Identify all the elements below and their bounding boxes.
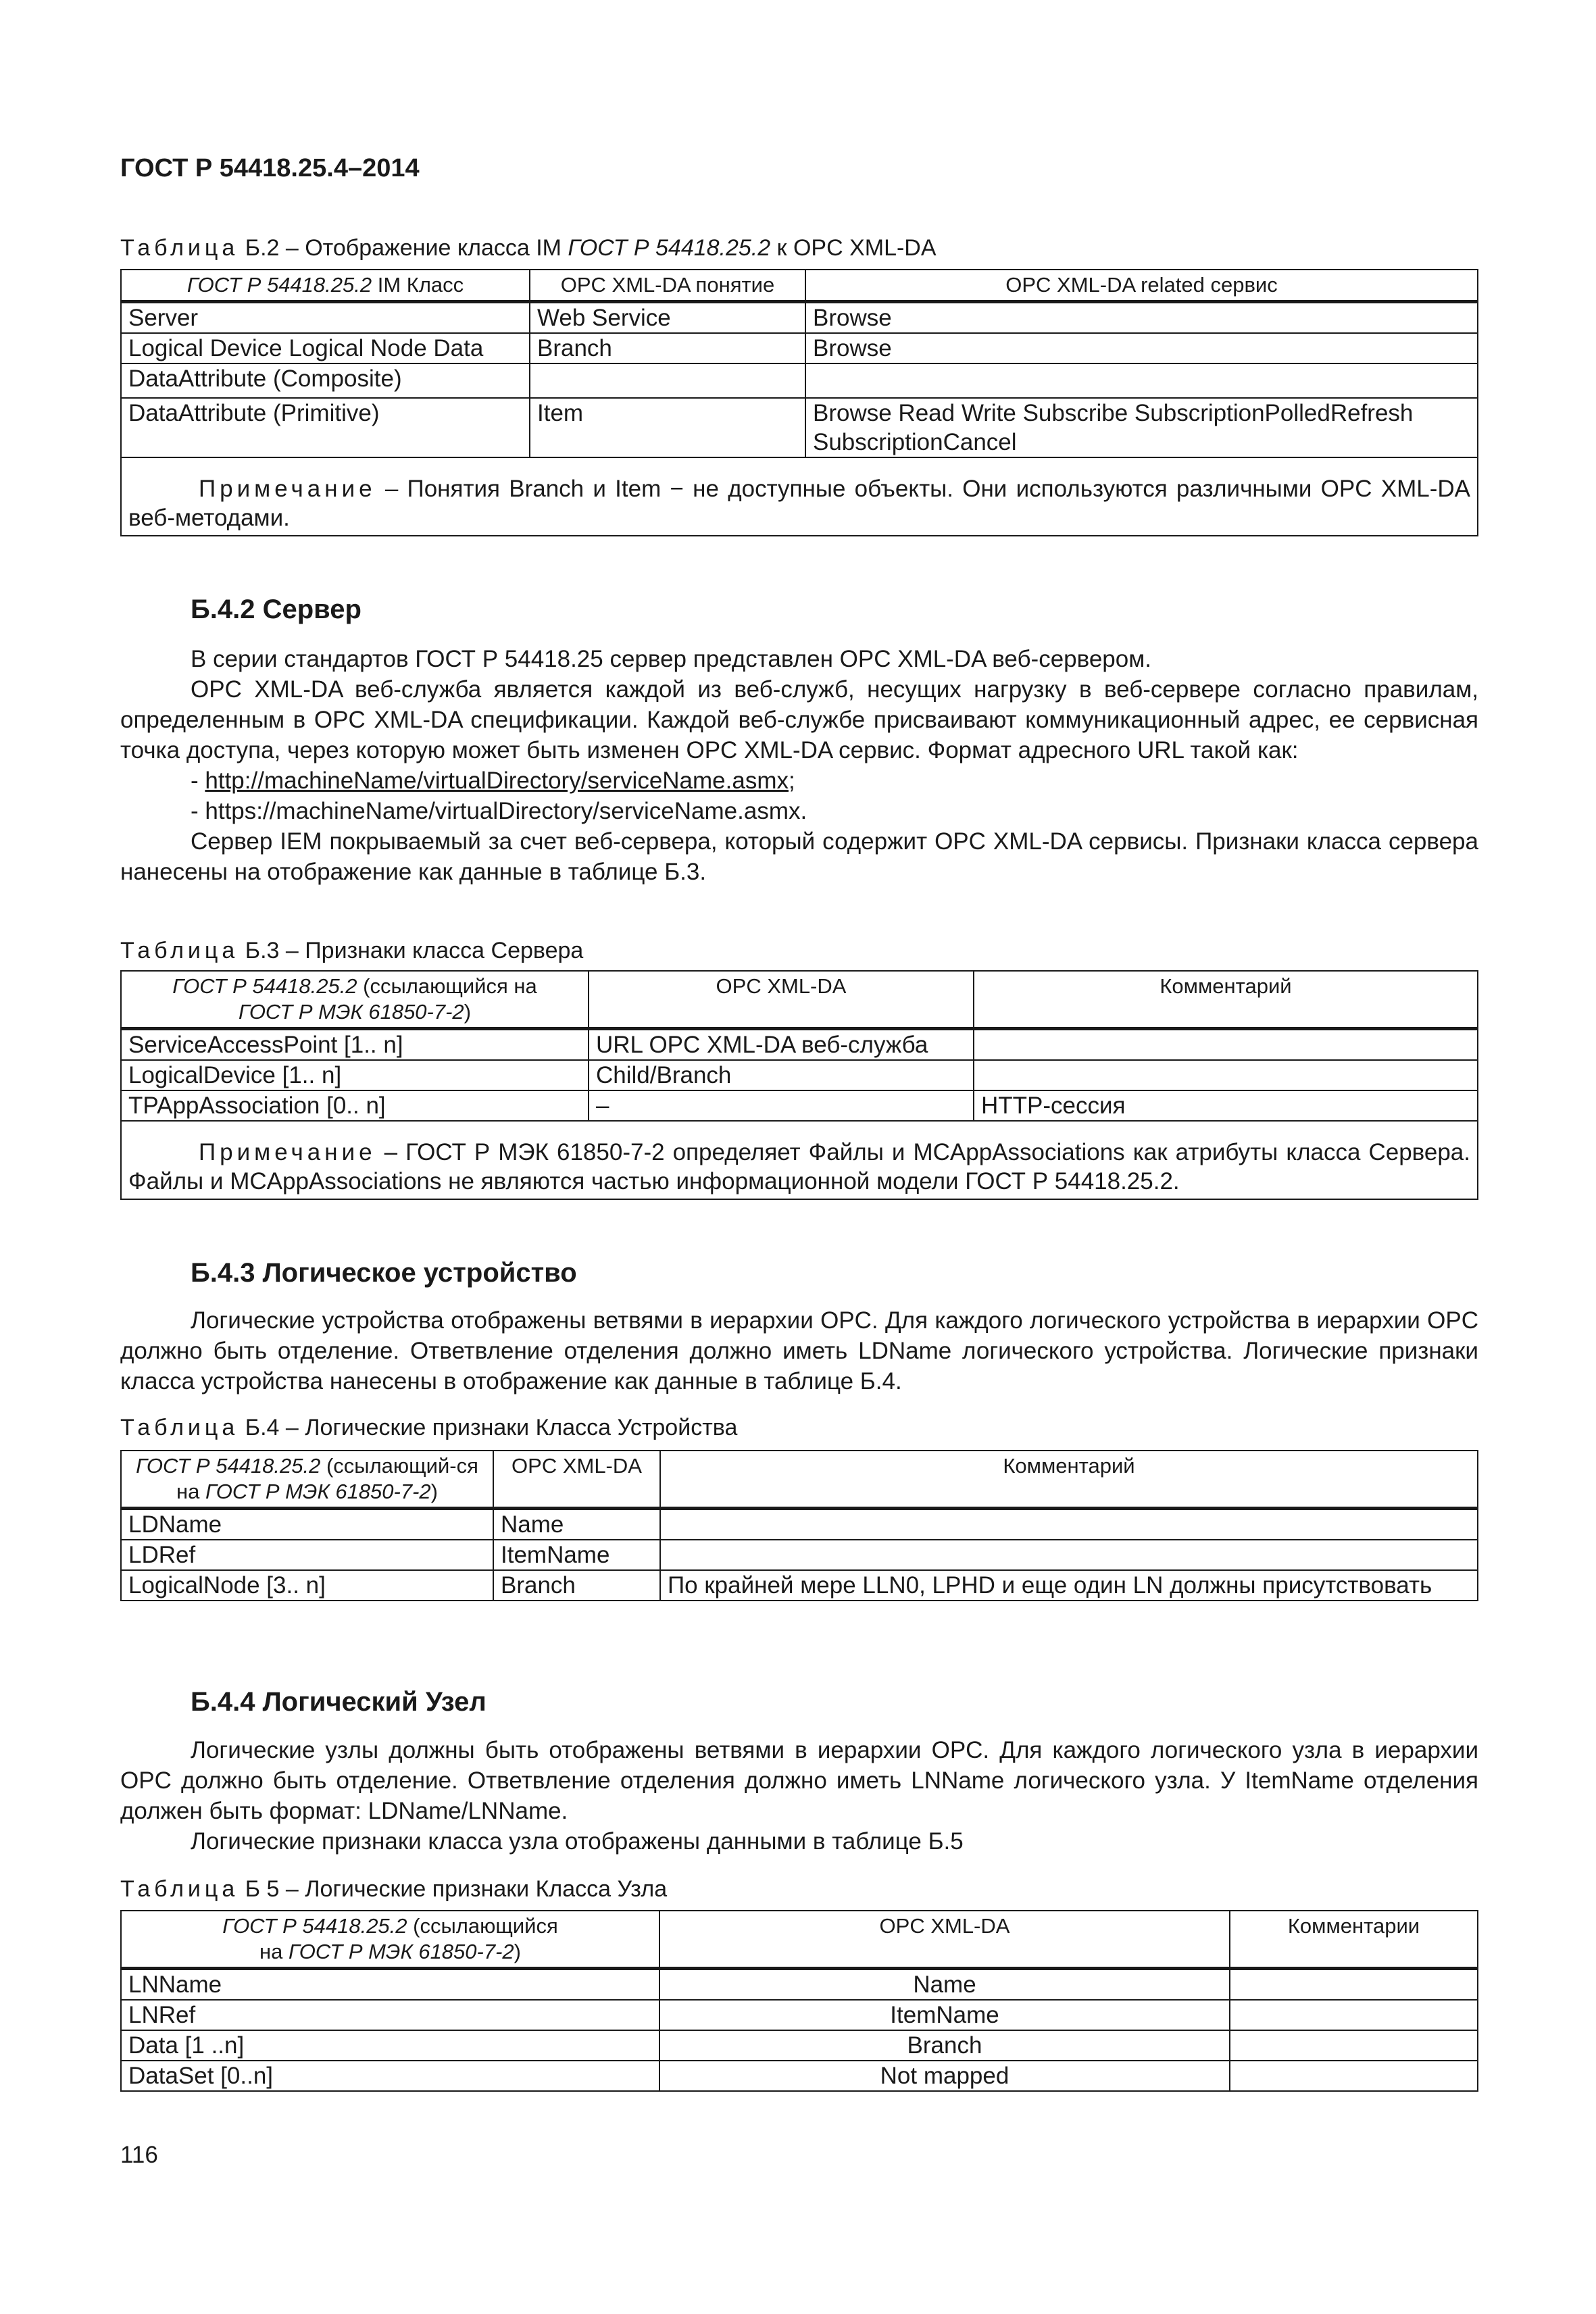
table-row: Logical Device Logical Node Data Branch Browse (121, 333, 1478, 363)
table-b2-caption: Таблица Б.2 – Отображение класса IM ГОСТ Р 54418.25.2 к OPC XML-DA (120, 235, 937, 261)
table-b5-header-1: ГОСТ Р 54418.25.2 (ссылающийся на ГОСТ Р МЭК 61850-7-2) (121, 1911, 659, 1969)
table-b2-header-1: ГОСТ Р 54418.25.2 IM Класс (121, 270, 530, 302)
table-b3-header-3: Комментарий (974, 971, 1478, 1029)
table-b4-header-2: OPC XML-DA (493, 1451, 660, 1509)
table-note-row (121, 1121, 1478, 1199)
table-b4-header-3: Комментарий (660, 1451, 1478, 1509)
table-b3 (120, 970, 1478, 1200)
table-row: Server Web Service Browse (121, 302, 1478, 334)
section-b43-body: Логические устройства отображены ветвями в иерархии OPC. Для каждого логического устройства в иерархии OPC должно быть отделение. Ответвление отделения должно иметь LDName логического устройства. Логические признаки класса устройства нанесены в отображение как данные в таблице Б.4. (120, 1307, 1478, 1394)
section-b44-body: Логические узлы должны быть отображены ветвями в иерархии OPC. Для каждого логического узла в иерархии OPC должно быть отделение. Ответвление отделения должно иметь LNName логического узла. У ItemName отделения должен быть формат: LDName/LNName. Логические признаки класса узла отображены данными в таблице Б.5 (120, 1737, 1478, 1855)
table-b2-header-2: OPC XML-DA понятие (530, 270, 805, 302)
table-row: DataAttribute (Primitive) Item Browse Read Write Subscribe SubscriptionPolledRefresh SubscriptionCancel (121, 398, 1478, 457)
table-row: TPAppAssociation [0.. n] – HTTP-сессия (121, 1090, 1478, 1121)
section-b42-title: Б.4.2 Сервер (191, 595, 361, 624)
service-url-link[interactable]: http://machineName/virtualDirectory/serviceName.asmx (205, 768, 789, 794)
table-b5 (120, 1910, 1478, 2092)
table-b3-header-2: OPC XML-DA (589, 971, 974, 1029)
table-row: LogicalDevice [1.. n] Child/Branch (121, 1060, 1478, 1090)
table-row: LogicalNode [3.. n] Branch По крайней мере LLN0, LPHD и еще один LN должны присутствовать (121, 1570, 1478, 1601)
table-b4-caption: Таблица Б.4 – Логические признаки Класса Устройства (120, 1415, 738, 1440)
table-b2-note: Примечание – Понятия Branch и Item − не доступные объекты. Они используются различными OPC XML-DA веб-методами. (121, 457, 1478, 536)
table-b2 (120, 269, 1478, 536)
table-row: DataAttribute (Composite) (121, 363, 1478, 398)
table-b4 (120, 1450, 1478, 1601)
table-row: ServiceAccessPoint [1.. n] URL OPC XML-DA веб-служба (121, 1029, 1478, 1061)
table-row: DataSet [0..n] Not mapped (121, 2061, 1478, 2091)
table-note-row (121, 457, 1478, 536)
table-row: LNName Name (121, 1969, 1478, 2001)
table-row: LNRef ItemName (121, 2000, 1478, 2030)
section-b44-title: Б.4.4 Логический Узел (191, 1687, 487, 1717)
table-row: LDName Name (121, 1509, 1478, 1540)
table-b3-note: Примечание – ГОСТ Р МЭК 61850-7-2 определяет Файлы и MCAppAssociations как атрибуты класса Сервера. Файлы и MCAppAssociations не являются частью информационной модели ГОСТ Р 54418.25.2. (121, 1121, 1478, 1199)
table-row: Data [1 ..n] Branch (121, 2030, 1478, 2061)
table-row: LDRef ItemName (121, 1540, 1478, 1570)
table-b4-header-1: ГОСТ Р 54418.25.2 (ссылающий-ся на ГОСТ Р МЭК 61850-7-2) (121, 1451, 493, 1509)
standard-header: ГОСТ Р 54418.25.4–2014 (120, 154, 420, 182)
page-number: 116 (120, 2142, 158, 2168)
table-b2-header-3: OPC XML-DA related сервис (805, 270, 1478, 302)
table-b5-header-2: OPC XML-DA (659, 1911, 1230, 1969)
table-b5-caption: Таблица Б 5 – Логические признаки Класса Узла (120, 1876, 668, 1902)
section-b42-body: В серии стандартов ГОСТ Р 54418.25 сервер представлен OPC XML-DA веб-сервером. OPC XML-DA веб-служба является каждой из веб-служб, несущих нагрузку в веб-сервере согласно правилам, определенным в OPC XML-DA спецификации. Каждой веб-службе присваивают коммуникационный адрес, ее сервисная точка доступа, через которую может быть изменен OPC XML-DA сервис. Формат адресного URL такой как: - http://machineName/virtualDirectory/serviceName.asmx; - https://machineName/virtualDirectory/serviceName.asmx. Сервер IEM покрываемый за счет веб-сервера, который содержит OPC XML-DA сервисы. Признаки класса сервера нанесены на отображение как данные в таблице Б.3. (120, 646, 1478, 885)
table-b5-header-3: Комментарии (1230, 1911, 1478, 1969)
table-b3-caption: Таблица Б.3 – Признаки класса Сервера (120, 938, 584, 963)
table-b3-header-1: ГОСТ Р 54418.25.2 (ссылающийся на ГОСТ Р МЭК 61850-7-2) (121, 971, 589, 1029)
section-b43-title: Б.4.3 Логическое устройство (191, 1258, 577, 1288)
